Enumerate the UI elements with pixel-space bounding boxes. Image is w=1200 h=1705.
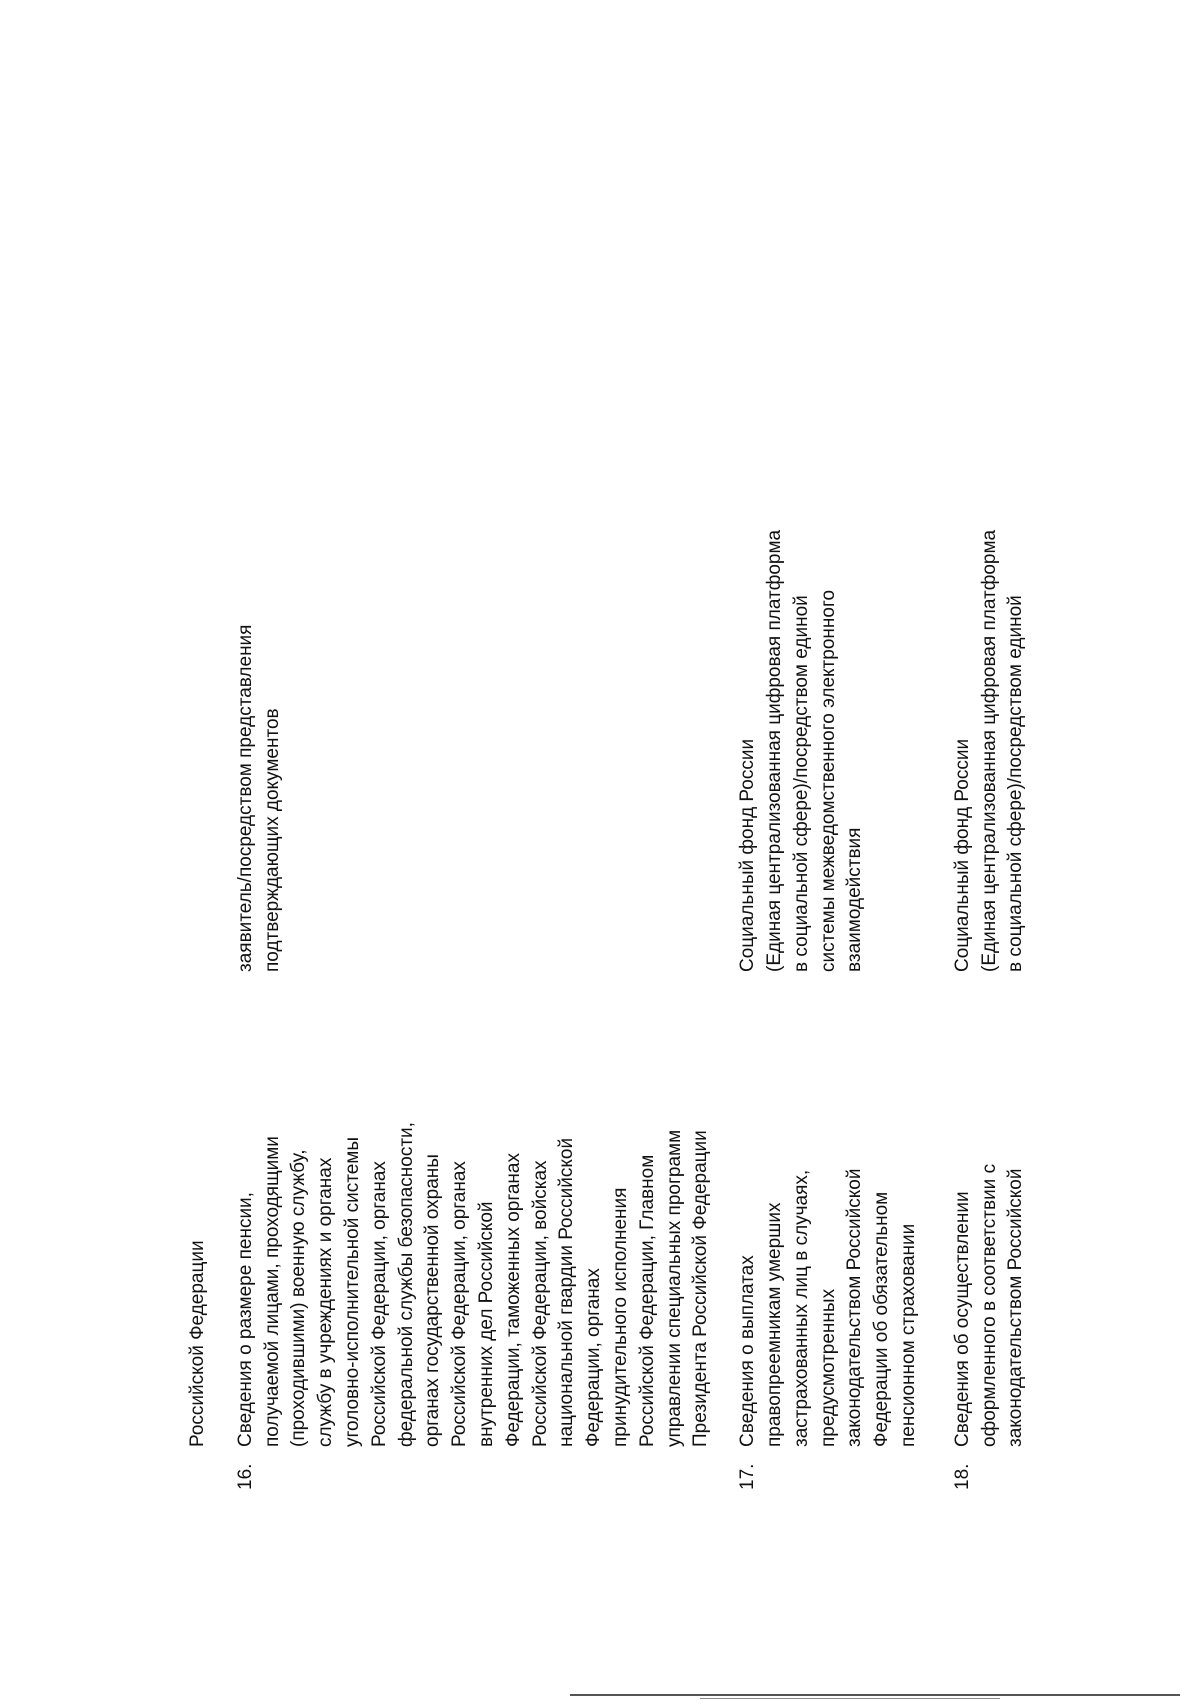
- table-row-16: [233, 90, 715, 1490]
- row-number: 16.: [234, 1463, 256, 1490]
- info-source-cell: [233, 332, 287, 972]
- text-line: правопреемникам умерших: [763, 1202, 785, 1447]
- text-line: (Единая централизованная цифровая платформа: [978, 529, 1000, 972]
- text-line: Российской Федерации, Главном: [636, 1154, 658, 1447]
- text-line: предусмотренных: [817, 1288, 839, 1447]
- text-line: Федерации, таможенных органах: [502, 1153, 524, 1447]
- text-line: застрахованных лиц в случаях,: [790, 1169, 812, 1447]
- text-line: получаемой лицами, проходящими: [261, 1136, 283, 1447]
- text-line: заявитель/посредством представления: [234, 624, 256, 972]
- text-line: (Единая централизованная цифровая платформа: [763, 529, 785, 972]
- text-line: Федерации, органах: [583, 1268, 605, 1447]
- text-line: пенсионном страховании: [897, 1223, 919, 1447]
- scan-edge-line: [570, 1694, 1180, 1696]
- text-line: Российской Федерации, органах: [449, 1161, 471, 1447]
- text-line: подтверждающих документов: [261, 708, 283, 972]
- text-line: внутренних дел Российской: [475, 1201, 497, 1447]
- info-description-cell: [233, 972, 715, 1447]
- text-line: Сведения о размере пенсии,: [234, 1192, 256, 1447]
- text-line: принудительного исполнения: [609, 1187, 631, 1447]
- document-table: [185, 90, 1030, 1490]
- text-line: уголовно-исполнительной системы: [341, 1136, 363, 1447]
- text-line: Российской Федерации, органах: [368, 1161, 390, 1447]
- text-line: Федерации об обязательном: [871, 1191, 893, 1447]
- text-line: взаимодействия: [844, 827, 866, 972]
- info-description-cell: [950, 972, 1030, 1447]
- continuation-text: Российской Федерации: [187, 1240, 208, 1447]
- text-line: оформленного в соответствии с: [978, 1163, 1000, 1447]
- table-row-18: [950, 90, 1030, 1490]
- info-source-cell: [950, 332, 1030, 972]
- text-line: Социальный фонд России: [737, 738, 759, 972]
- text-line: федеральной службы безопасности,: [395, 1122, 417, 1447]
- text-line: национальной гвардии Российской: [556, 1137, 578, 1447]
- info-source-cell: [735, 332, 869, 972]
- row-number: 18.: [951, 1463, 973, 1490]
- text-line: Сведения об осуществлении: [951, 1191, 973, 1447]
- text-line: (проходившими) военную службу,: [288, 1149, 310, 1447]
- text-line: законодательством Российской: [1005, 1168, 1027, 1447]
- info-description-cell: [735, 972, 923, 1447]
- scan-edge-line: [700, 1698, 1000, 1699]
- text-line: управлении специальных программ: [663, 1129, 685, 1447]
- table-row-17: [735, 90, 923, 1490]
- text-line: Президента Российской Федерации: [690, 1130, 712, 1447]
- text-line: законодательством Российской: [844, 1168, 866, 1447]
- text-line: системы межведомственного электронного: [817, 589, 839, 972]
- text-line: Российской Федерации, войсках: [529, 1160, 551, 1447]
- text-line: Социальный фонд России: [951, 738, 973, 972]
- row-number: 17.: [737, 1463, 759, 1490]
- text-line: органах государственной охраны: [422, 1154, 444, 1447]
- text-line: Сведения о выплатах: [737, 1255, 759, 1447]
- text-line: в социальной сфере)/посредством единой: [790, 595, 812, 972]
- text-line: службу в учреждениях и органах: [315, 1157, 337, 1447]
- text-line: в социальной сфере)/посредством единой: [1005, 595, 1027, 972]
